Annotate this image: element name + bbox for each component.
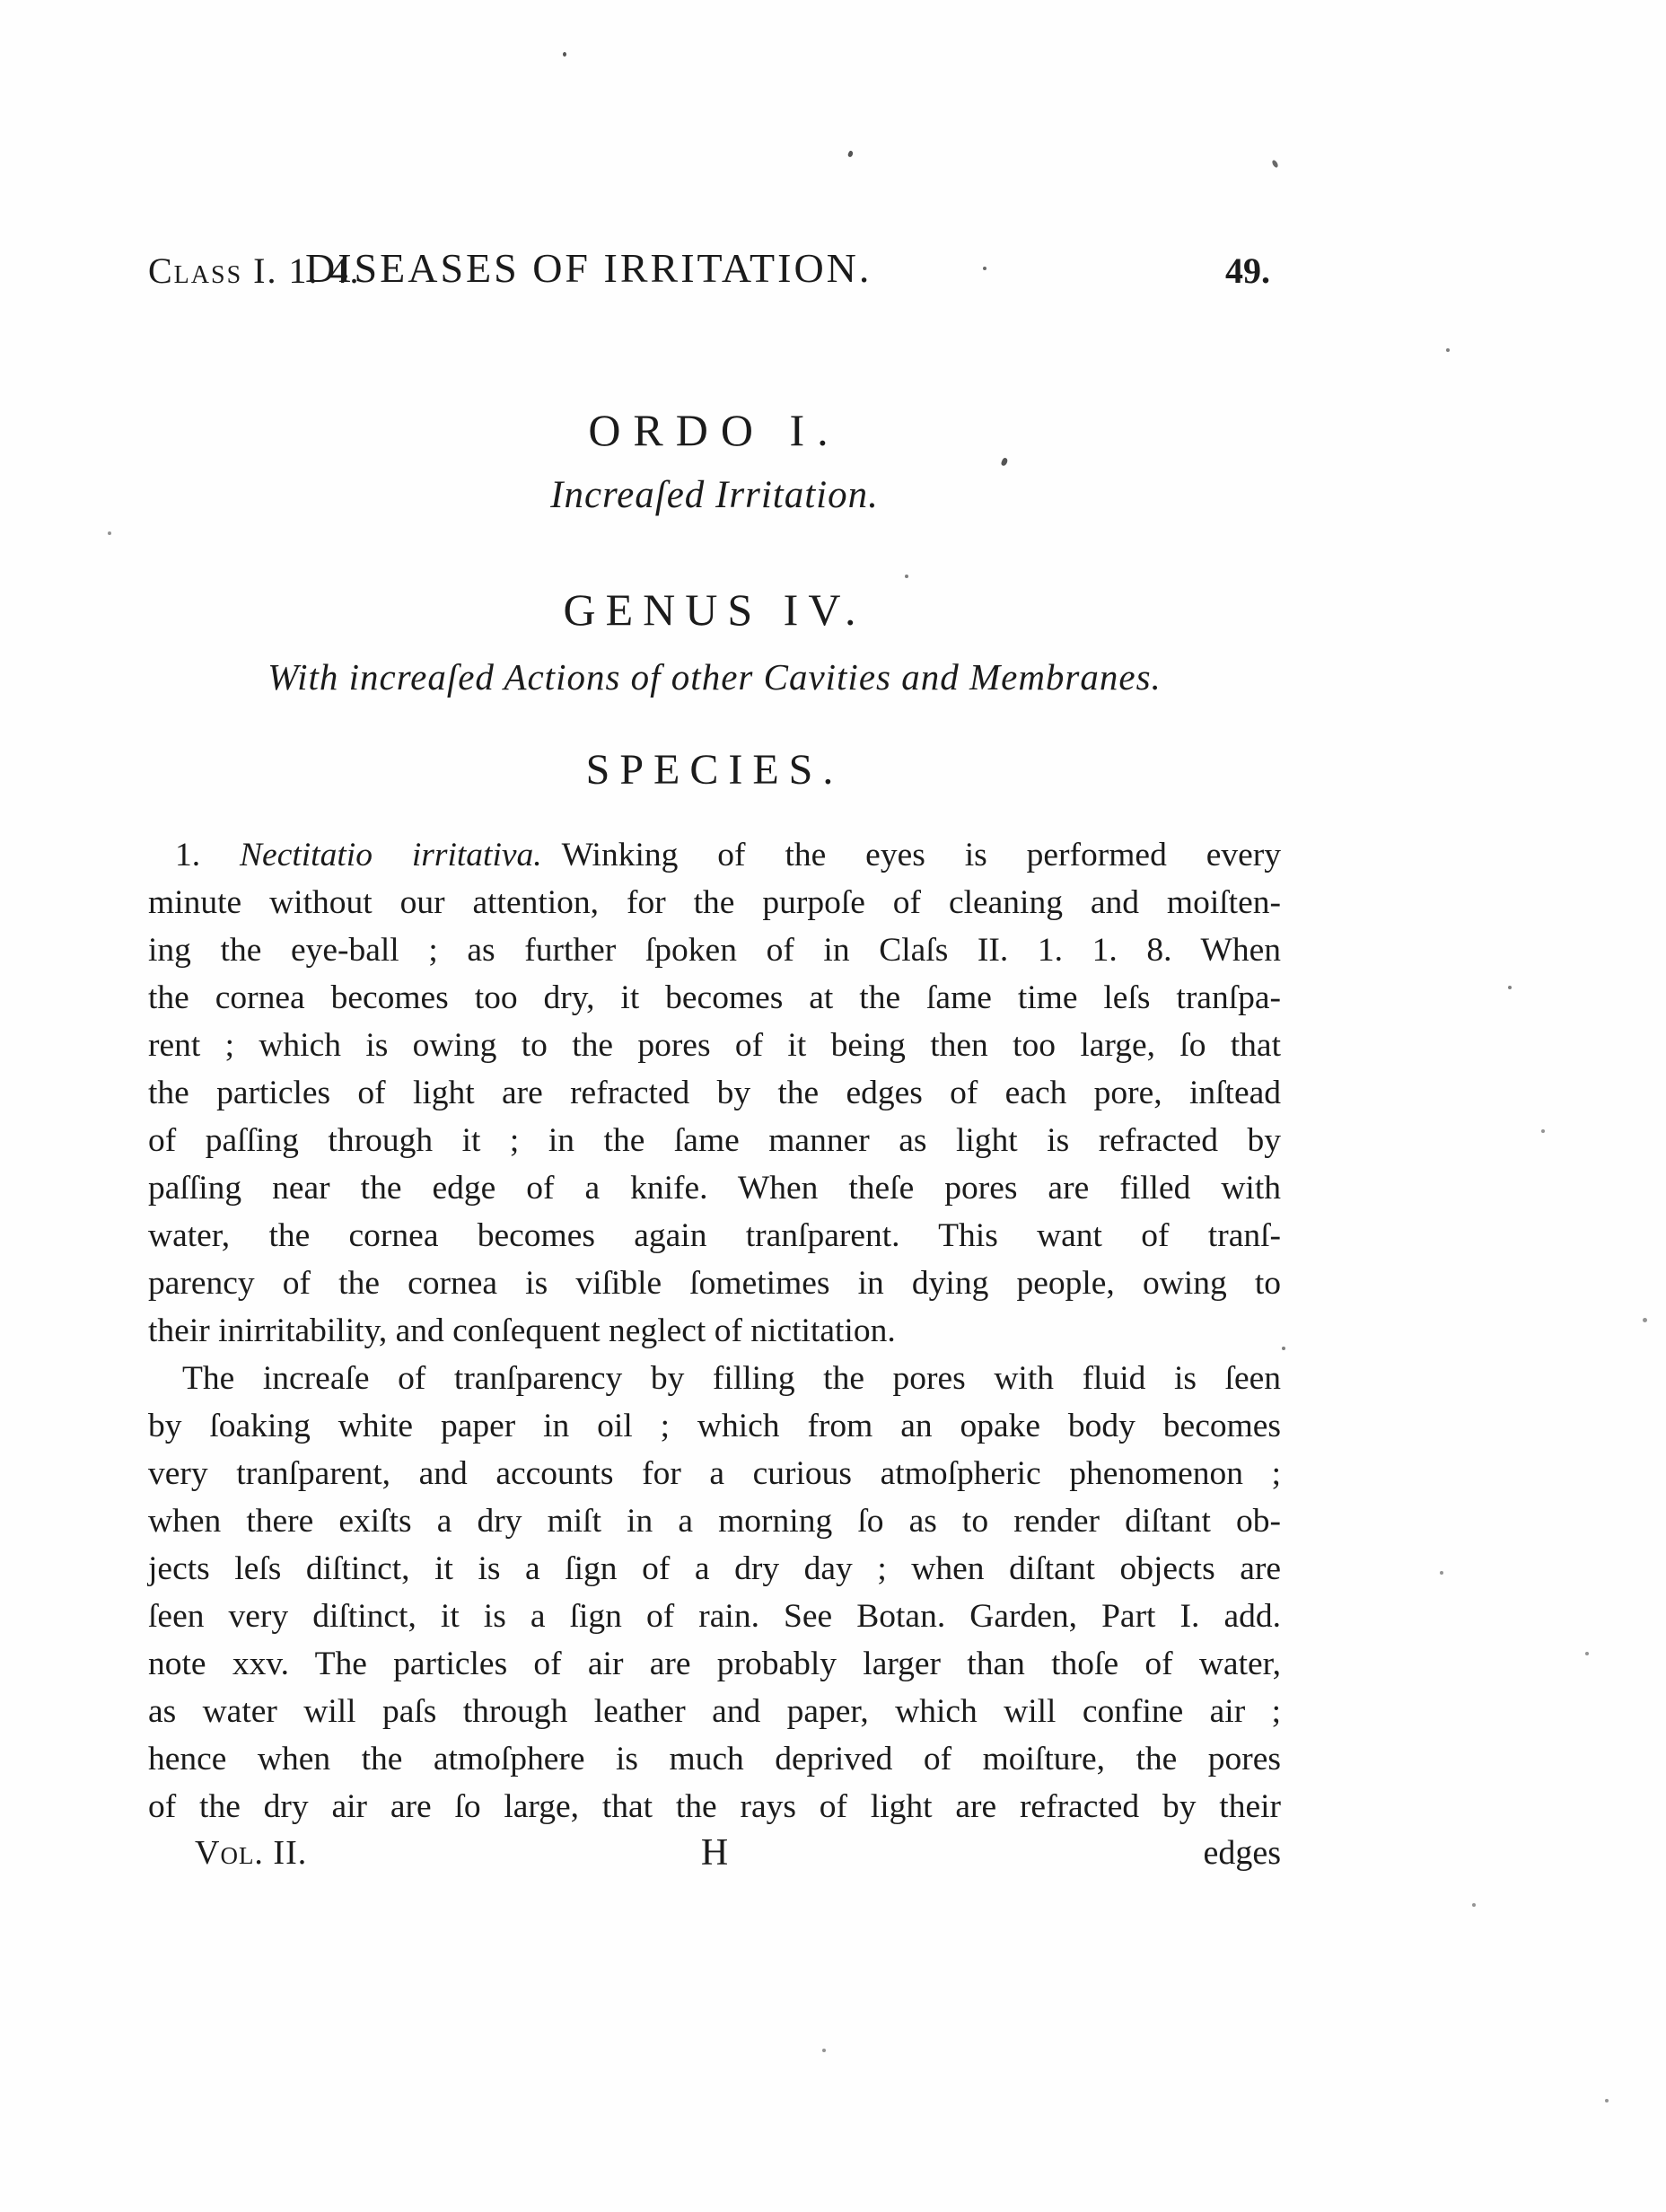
text-line: the particles of light are refracted by the edges of each pore, inſtead [148,1075,1281,1111]
text-line: minute without our attention, for the purpoſe of cleaning and moiſten- [148,884,1281,921]
genus-heading: GENUS IV. [563,584,866,635]
page-footer [148,1830,1281,1877]
scan-speck [1446,348,1450,352]
text-line: of the dry air are ſo large, that the rays of light are refracted by their [148,1788,1281,1825]
species-number: 1. [175,837,201,873]
text-line: very tranſparent, and accounts for a curious atmoſpheric phenomenon ; [148,1455,1281,1492]
text-line-content: The increaſe of tranſparency by filling the pores with fluid is ſeen [182,1360,1281,1397]
volume-label: Vol. II. [195,1834,308,1872]
text-line-content: Winking of the eyes is performed every [561,837,1282,873]
scan-speck [563,52,566,57]
scan-speck [1508,986,1512,989]
text-line: note xxv. The particles of air are probably larger than thoſe of water, [148,1646,1281,1682]
text-line: rent ; which is owing to the pores of it being then too large, ſo that [148,1027,1281,1064]
scan-speck [983,267,986,270]
genus-subtitle: With increaſed Actions of other Cavities and Membranes. [267,656,1162,698]
text-line: hence when the atmoſphere is much deprived of moiſture, the pores [148,1741,1281,1778]
scan-speck [1541,1129,1545,1133]
scan-speck [1585,1652,1589,1655]
text-line: ing the eye-ball ; as further ſpoken of in Claſs II. 1. 1. 8. When [148,932,1281,969]
text-line: when there exiſts a dry miſt in a morning ſo as to render diſtant ob- [148,1503,1281,1540]
text-line [148,831,1281,879]
text-line: parency of the cornea is viſible ſometimes in dying people, owing to [148,1265,1281,1302]
text-line: paſſing near the edge of a knife. When theſe pores are filled with [148,1170,1281,1207]
scan-speck [108,531,111,535]
text-line: of paſſing through it ; in the ſame manner as light is refracted by [148,1122,1281,1159]
scan-speck [822,2049,826,2052]
species-name: Nectitatio irritativa. [240,837,542,873]
ordo-heading: ORDO I. [588,405,841,455]
page-title: DISEASES OF IRRITATION. [305,245,872,291]
ordo-subtitle: Increaſed Irritation. [550,474,879,516]
scan-speck [1605,2099,1609,2102]
text-line: their inirritability, and conſequent neglect of nictitation. [148,1312,896,1349]
text-line: the cornea becomes too dry, it becomes at the ſame time leſs tranſpa- [148,979,1281,1016]
scan-speck [1440,1571,1443,1575]
scan-speck [1001,457,1009,467]
scan-speck [1271,159,1279,168]
text-line: water, the cornea becomes again tranſparent. This want of tranſ- [148,1217,1281,1254]
text-line [148,1355,1281,1402]
text-line: by ſoaking white paper in oil ; which from an opake body becomes [148,1408,1281,1444]
running-head [148,244,1281,294]
scan-speck [1282,1347,1285,1350]
catchword: edges [1203,1834,1281,1872]
page-number: 49. [1225,250,1270,291]
text-line: ſeen very diſtinct, it is a ſign of rain. See Botan. Garden, Part I. add. [148,1598,1281,1635]
text-line: jects leſs diſtinct, it is a ſign of a dry day ; when diſtant objects are [148,1550,1281,1587]
body-text [148,831,1281,1830]
class-section-label: Class I. 1. 4. [148,250,361,291]
species-heading: SPECIES. [585,746,844,794]
scan-speck [1643,1318,1647,1322]
text-line: as water will paſs through leather and paper, which will confine air ; [148,1693,1281,1730]
scan-speck [905,575,908,578]
scan-speck [1472,1903,1476,1907]
gathering-signature: H [700,1832,729,1874]
scan-speck [847,150,854,157]
